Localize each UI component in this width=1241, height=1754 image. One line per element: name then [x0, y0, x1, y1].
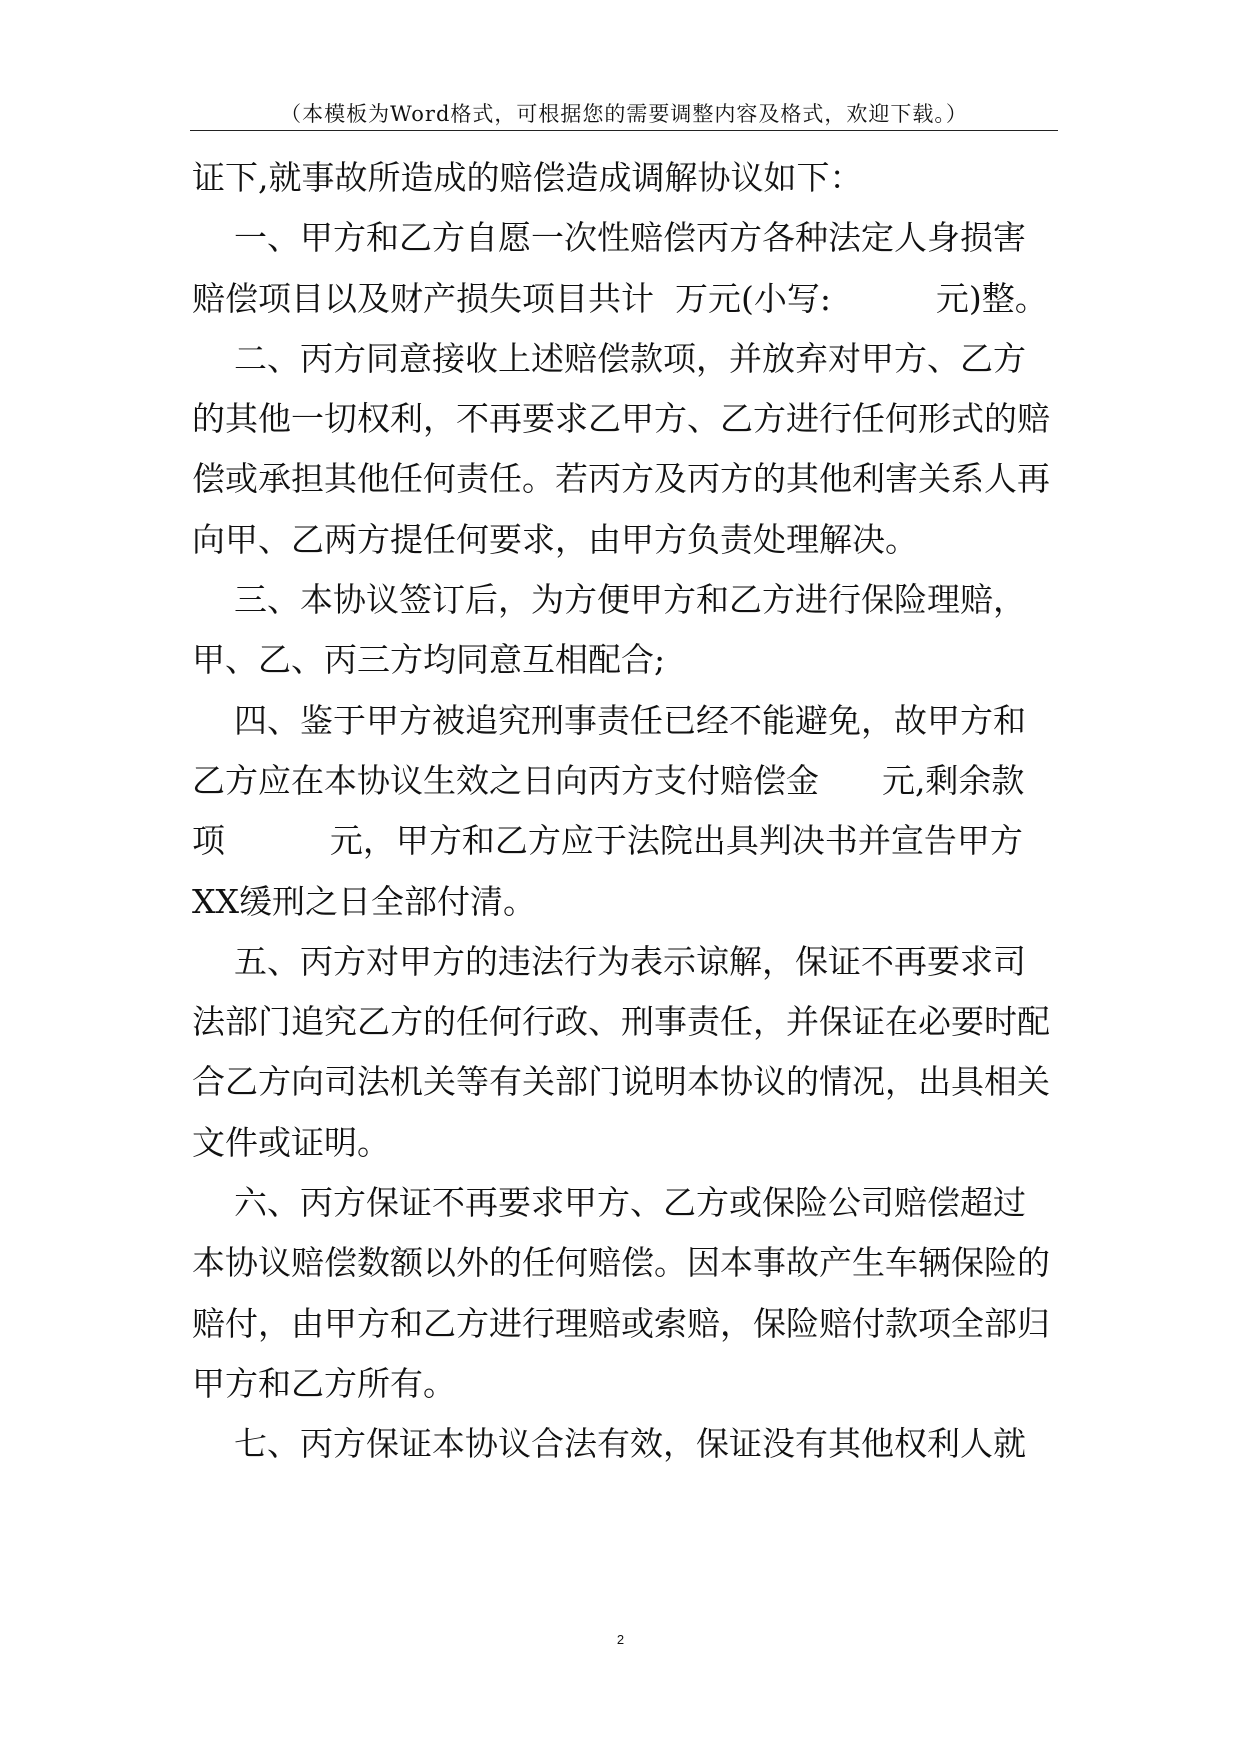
body-line: 一、甲方和乙方自愿一次性赔偿丙方各种法定人身损害	[192, 218, 1026, 257]
body-line: 本协议赔偿数额以外的任何赔偿。因本事故产生车辆保险的	[192, 1243, 1050, 1282]
body-line: 偿或承担其他任何责任。若丙方及丙方的其他利害关系人再	[192, 459, 1050, 498]
body-line: 证下,就事故所造成的赔偿造成调解协议如下：	[192, 158, 863, 197]
template-header-note: （本模板为Word格式，可根据您的需要调整内容及格式，欢迎下载。）	[280, 102, 968, 126]
body-line: 法部门追究乙方的任何行政、刑事责任，并保证在必要时配	[192, 1002, 1050, 1041]
body-line: 合乙方向司法机关等有关部门说明本协议的情况，出具相关	[192, 1062, 1050, 1101]
body-line: 向甲、乙两方提任何要求，由甲方负责处理解决。	[192, 520, 918, 559]
body-line: 乙方应在本协议生效之日向丙方支付赔偿金 元,剩余款	[192, 761, 1025, 800]
body-line: 七、丙方保证本协议合法有效，保证没有其他权利人就	[192, 1424, 1026, 1463]
body-line: 四、鉴于甲方被追究刑事责任已经不能避免，故甲方和	[192, 701, 1026, 740]
body-line: 项 元，甲方和乙方应于法院出具判决书并宣告甲方	[192, 821, 1023, 860]
body-line: 的其他一切权利，不再要求乙甲方、乙方进行任何形式的赔	[192, 399, 1050, 438]
body-line: 五、丙方对甲方的违法行为表示谅解，保证不再要求司	[192, 942, 1026, 981]
body-line: XX缓刑之日全部付清。	[192, 882, 536, 921]
header-divider	[190, 130, 1058, 131]
body-line: 三、本协议签订后，为方便甲方和乙方进行保险理赔，	[192, 580, 1026, 619]
page-number: 2	[616, 1632, 625, 1647]
body-line: 甲、乙、丙三方均同意互相配合;	[192, 640, 666, 679]
body-line: 文件或证明。	[192, 1123, 390, 1162]
body-line: 二、丙方同意接收上述赔偿款项，并放弃对甲方、乙方	[192, 339, 1026, 378]
body-line: 甲方和乙方所有。	[192, 1364, 456, 1403]
body-line: 赔偿项目以及财产损失项目共计 万元(小写: 元)整。	[192, 279, 1048, 318]
body-line: 六、丙方保证不再要求甲方、乙方或保险公司赔偿超过	[192, 1183, 1026, 1222]
body-line: 赔付，由甲方和乙方进行理赔或索赔，保险赔付款项全部归	[192, 1304, 1050, 1343]
